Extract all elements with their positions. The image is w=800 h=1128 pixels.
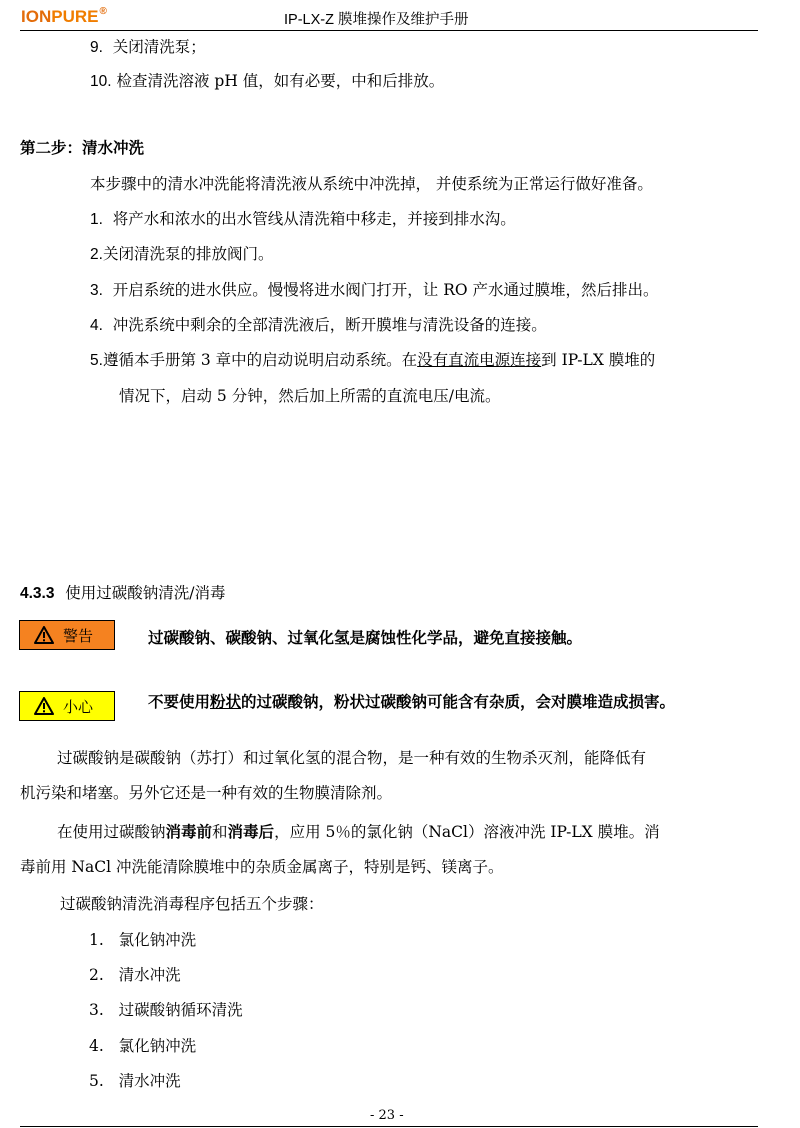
step-number: 5. [89,1072,104,1090]
step-text: 清水冲洗 [118,966,181,984]
step-text: 冲洗系统中剩余的全部清洗液后，断开膜堆与清洗设备的连接。 [112,316,547,334]
step2-item-2 [90,242,273,264]
para2-line1 [57,820,660,842]
step-number: 3. [89,1001,104,1019]
footer-rule [20,1126,758,1127]
step-text: 氯化钠冲洗 [118,1037,197,1055]
warning-text: 过碳酸钠、碳酸钠、过氧化氢是腐蚀性化学品，避免直接接触。 [148,628,583,647]
caution-text-pre: 不要使用 [148,692,211,711]
caution-text-post: 的过碳酸钠，粉状过碳酸钠可能含有杂质，会对膜堆造成损害。 [241,692,676,711]
step-text: 关闭清洗泵的排放阀门。 [102,245,274,263]
step2-intro: 本步骤中的清水冲洗能将清洗液从系统中冲洗掉， 并使系统为正常运行做好准备。 [90,175,653,193]
step-text: 开启系统的进水供应。慢慢将进水阀门打开，让 RO 产水通过膜堆，然后排出。 [112,281,659,299]
procedure-item-2 [89,963,181,985]
step-number: 2. [90,246,103,263]
procedure-item-5 [89,1069,181,1091]
para1-line2: 机污染和堵塞。另外它还是一种有效的生物膜清除剂。 [20,784,393,802]
page-number: - 23 - [370,1108,404,1123]
para2-bold-before: 消毒前 [165,822,213,841]
step-text: 氯化钠冲洗 [118,931,197,949]
step-number: 5. [90,352,103,369]
warning-label: 警告 [63,626,94,645]
para1-line1: 过碳酸钠是碳酸钠（苏打）和过氧化氢的混合物，是一种有效的生物杀灭剂，能降低有 [57,749,647,767]
caution-text [148,690,675,712]
para2-bold-after: 消毒后 [227,822,275,841]
procedure-item-1 [89,928,196,950]
step2-item-5 [90,348,655,370]
step-number: 4. [89,1037,104,1055]
para2-text: 在使用过碳酸钠 [57,823,166,841]
step2-item-1 [90,207,516,229]
step-text: 清水冲洗 [118,1072,181,1090]
step2-heading: 第二步：清水冲洗 [20,138,145,157]
step-text: 过碳酸钠循环清洗 [118,1001,243,1019]
header-rule [20,30,758,31]
procedure-item-4 [89,1034,196,1056]
step-text: 遵循本手册第 3 章中的启动说明启动系统。在 [102,351,418,369]
section-title: 使用过碳酸钠清洗/消毒 [65,584,226,602]
section-heading [20,581,226,603]
step-text: 将产水和浓水的出水管线从清洗箱中移走，并接到排水沟。 [112,210,516,228]
logo-pure: PURE [51,7,99,26]
top-step-9 [90,35,206,57]
logo-ion: ION [21,7,52,26]
procedure-item-3 [89,998,243,1020]
step-text: 检查清洗溶液 pH 值，如有必要，中和后排放。 [116,72,445,90]
step-text: 到 IP-LX 膜堆的 [541,351,656,369]
step2-item-3 [90,278,659,300]
step-text: 关闭清洗泵； [112,38,206,56]
para2-text: 和 [212,823,228,841]
registered-mark: ® [99,6,107,17]
caution-label: 小心 [63,697,94,716]
procedure-intro: 过碳酸钠清洗消毒程序包括五个步骤： [60,895,324,913]
step-number: 1. [90,211,103,228]
step-number: 2. [89,966,104,984]
step2-item-4 [90,313,547,335]
warning-badge [19,620,115,650]
para2-text: ，应用 5％的氯化钠（NaCl）溶液冲洗 IP-LX 膜堆。消 [274,823,660,841]
section-number: 4.3.3 [20,585,55,602]
underlined-text: 没有直流电源连接 [417,351,542,369]
caution-triangle-icon [34,697,54,715]
step-number: 1. [89,931,104,949]
header-title: IP-LX-Z 膜堆操作及维护手册 [284,12,469,28]
step-number: 4. [90,317,103,334]
para2-line2: 毒前用 NaCl 冲洗能清除膜堆中的杂质金属离子，特别是钙、镁离子。 [20,858,504,876]
step-number: 9. [90,39,103,56]
caution-text-underlined: 粉状 [210,692,242,711]
step-number: 3. [90,282,103,299]
top-step-10 [90,69,444,91]
step2-item-5-line2: 情况下，启动 5 分钟，然后加上所需的直流电压/电流。 [119,387,501,405]
step-number: 10. [90,73,112,90]
caution-badge [19,691,115,721]
ionpure-logo [21,6,107,27]
warning-triangle-icon [34,626,54,644]
